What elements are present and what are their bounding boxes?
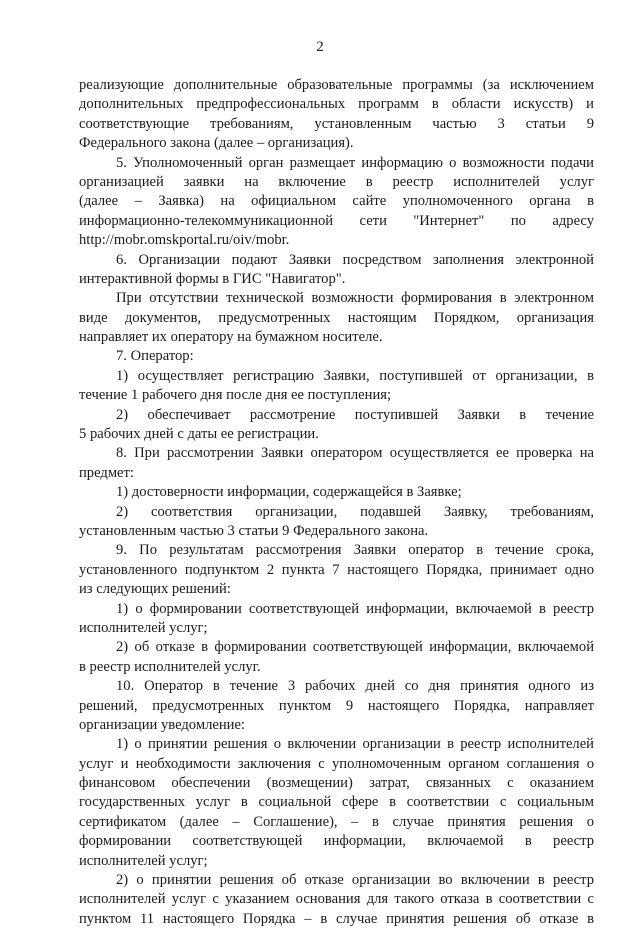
text-line: государственных услуг в социальной сфере в соответствии с социальным [79,794,594,811]
text-line: виде документов, предусмотренных настоящим Порядком, организация [79,309,594,326]
text-line: дополнительных предпрофессиональных программ в области искусств) и [79,96,594,113]
text-line: предмет: [79,464,134,481]
text-line: 5 рабочих дней с даты ее регистрации. [79,426,319,443]
text-line: Федерального закона (далее – организация). [79,135,354,152]
text-line: направляет их оператору на бумажном носителе. [79,329,383,346]
document-body [79,76,594,929]
text-line: исполнителей услуг с указанием основания для такого отказа в соответствии с [79,891,594,908]
text-line: (далее – Заявка) на официальном сайте уполномоченного органа в [79,193,594,210]
text-line: организацией заявки на включение в реестр исполнителей услуг [79,173,594,190]
text-line: финансовом обеспечении (возмещении) затрат, связанных с оказанием [79,775,594,792]
text-line: течение 1 рабочего дня после дня ее поступления; [79,387,392,404]
text-line: 1) о принятии решения о включении организации в реестр исполнителей [116,736,594,753]
text-line: информационно-телекоммуникационной сети "Интернет" по адресу [79,212,594,229]
text-line: решений, предусмотренных пунктом 9 настоящего Порядка, направляет [79,697,594,714]
text-line: из следующих решений: [79,581,231,598]
text-line: http://mobr.omskportal.ru/oiv/mobr. [79,232,290,249]
text-line: организации уведомление: [79,716,245,733]
text-line: 6. Организации подают Заявки посредством заполнения электронной [116,251,594,268]
text-line: 2) о принятии решения об отказе организации во включении в реестр [116,872,594,889]
text-line: установленным частью 3 статьи 9 Федерального закона. [79,522,429,539]
text-line: сертификатом (далее – Соглашение), – в случае принятия решения о [79,813,594,830]
text-line: 1) достоверности информации, содержащейся в Заявке; [116,484,462,501]
text-line: 9. По результатам рассмотрения Заявки оператор в течение срока, [116,542,594,559]
text-line: 1) осуществляет регистрацию Заявки, поступившей от организации, в [116,367,594,384]
text-line: 2) об отказе в формировании соответствующей информации, включаемой [116,639,594,656]
text-line: 7. Оператор: [116,348,194,365]
text-line: интерактивной формы в ГИС "Навигатор". [79,270,346,287]
text-line: исполнителей услуг; [79,619,208,636]
text-line: 2) соответствия организации, подавшей Заявку, требованиям, [116,503,594,520]
text-line: в реестр исполнителей услуг. [79,658,261,675]
text-line: 5. Уполномоченный орган размещает информацию о возможности подачи [116,154,594,171]
text-line: При отсутствии технической возможности формирования в электронном [116,290,594,307]
text-line: исполнителей услуг; [79,852,208,869]
text-line: 10. Оператор в течение 3 рабочих дней со дня принятия одного из [116,678,594,695]
text-line: формировании соответствующей информации, включаемой в реестр [79,833,594,850]
text-line: соответствующие требованиям, установленным частью 3 статьи 9 [79,115,594,132]
text-line: установленного подпунктом 2 пункта 7 настоящего Порядка, принимает одно [79,561,594,578]
text-line: 8. При рассмотрении Заявки оператором осуществляется ее проверка на [116,445,594,462]
text-line: пунктом 11 настоящего Порядка – в случае принятия решения об отказе в [79,910,594,927]
text-line: реализующие дополнительные образовательные программы (за исключением [79,77,594,93]
page-number: 2 [316,39,324,55]
text-line: услуг и необходимости заключения с уполномоченным органом соглашения о [79,755,594,772]
text-line: 1) о формировании соответствующей информации, включаемой в реестр [116,600,594,617]
text-line: 2) обеспечивает рассмотрение поступившей Заявки в течение [116,406,594,423]
